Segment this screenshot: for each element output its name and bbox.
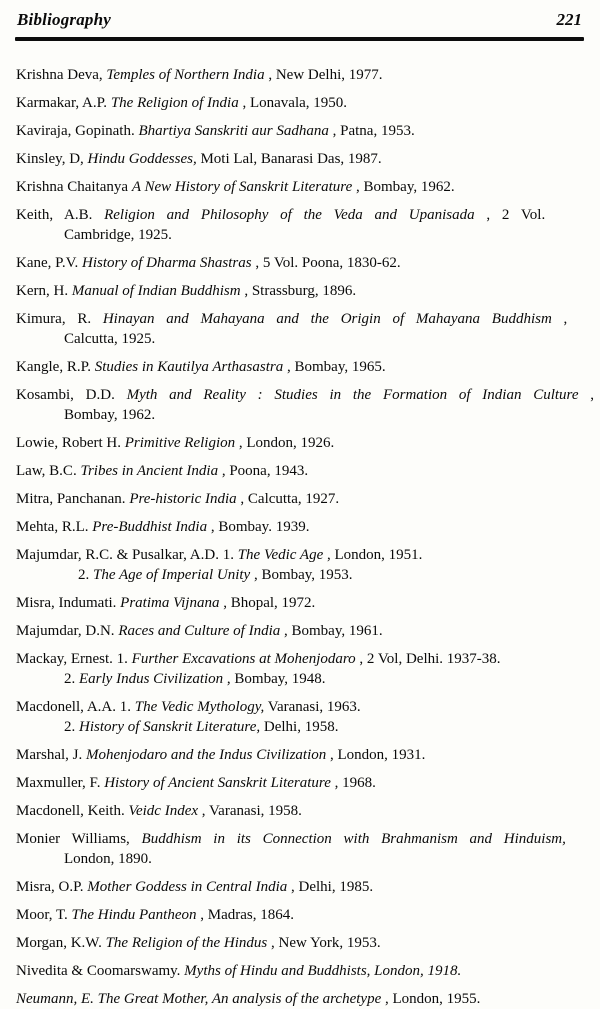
entry-line: Majumdar, D.N. Races and Culture of India , Bombay, 1961. — [16, 623, 383, 639]
entry-line: Karmakar, A.P. The Religion of India , Lonavala, 1950. — [16, 95, 348, 111]
entry-line: Kangle, R.P. Studies in Kautilya Arthasastra , Bombay, 1965. — [16, 359, 386, 375]
page-header — [15, 8, 584, 30]
entry-line: Kern, H. Manual of Indian Buddhism , Strassburg, 1896. — [16, 283, 357, 299]
entry-line: Law, B.C. Tribes in Ancient India , Poona, 1943. — [16, 463, 309, 479]
bibliography-entry — [16, 649, 583, 689]
bibliography-entry — [16, 697, 583, 737]
bibliography-entry — [16, 933, 583, 953]
entry-line: Macdonell, Keith. Veidc Index , Varanasi, 1958. — [16, 803, 302, 819]
page-number: 221 — [556, 10, 582, 29]
bibliography-entry — [16, 745, 583, 765]
bibliography-entry — [16, 517, 583, 537]
bibliography-entry — [16, 989, 583, 1009]
entry-line: Marshal, J. Mohenjodaro and the Indus Civilization , London, 1931. — [16, 747, 426, 763]
entry-line: 2. The Age of Imperial Unity , Bombay, 1953. — [78, 567, 353, 583]
bibliography-entry — [16, 281, 583, 301]
entry-line: Kimura, R. Hinayan and Mahayana and the Origin of Mahayana Buddhism , — [16, 311, 568, 327]
entry-line: Lowie, Robert H. Primitive Religion , London, 1926. — [16, 435, 335, 451]
bibliography-entry — [16, 385, 594, 425]
entry-line: Mackay, Ernest. 1. Further Excavations at Mohenjodaro , 2 Vol, Delhi. 1937-38. — [16, 651, 501, 667]
bibliography-list — [15, 65, 594, 1009]
page-title: Bibliography — [17, 10, 112, 29]
bibliography-entry — [16, 149, 583, 169]
entry-line: Cambridge, 1925. — [64, 227, 172, 243]
entry-line: Keith, A.B. Religion and Philosophy of the Veda and Upanisada , 2 Vol. — [16, 207, 546, 223]
entry-line: London, 1890. — [64, 851, 152, 867]
entry-line: Kaviraja, Gopinath. Bhartiya Sanskriti aur Sadhana , Patna, 1953. — [16, 123, 415, 139]
entry-line: Krishna Chaitanya A New History of Sanskrit Literature , Bombay, 1962. — [16, 179, 455, 195]
entry-line: Macdonell, A.A. 1. The Vedic Mythology, Varanasi, 1963. — [16, 699, 361, 715]
entry-line: Kane, P.V. History of Dharma Shastras , 5 Vol. Poona, 1830-62. — [16, 255, 401, 271]
bibliography-entry — [16, 121, 583, 141]
bibliography-entry — [16, 829, 583, 869]
entry-line: Monier Williams, Buddhism in its Connection with Brahmanism and Hinduism, — [16, 831, 566, 847]
bibliography-entry — [16, 877, 583, 897]
entry-line: 2. History of Sanskrit Literature, Delhi, 1958. — [64, 719, 339, 735]
entry-line: Mitra, Panchanan. Pre-historic India , Calcutta, 1927. — [16, 491, 340, 507]
entry-line: Majumdar, R.C. & Pusalkar, A.D. 1. The Vedic Age , London, 1951. — [16, 547, 423, 563]
bibliography-entry — [16, 801, 583, 821]
entry-line: Kinsley, D, Hindu Goddesses, Moti Lal, Banarasi Das, 1987. — [16, 151, 382, 167]
bibliography-entry — [16, 309, 583, 349]
entry-line: Misra, Indumati. Pratima Vijnana , Bhopal, 1972. — [16, 595, 316, 611]
bibliography-entry — [16, 545, 583, 585]
bibliography-entry — [16, 357, 583, 377]
entry-line: Moor, T. The Hindu Pantheon , Madras, 1864. — [16, 907, 295, 923]
bibliography-entry — [16, 65, 583, 85]
bibliography-entry — [16, 461, 583, 481]
entry-line: Calcutta, 1925. — [64, 331, 156, 347]
bibliography-entry — [16, 433, 583, 453]
bibliography-entry — [16, 593, 583, 613]
entry-line: Morgan, K.W. The Religion of the Hindus , New York, 1953. — [16, 935, 381, 951]
bibliography-entry — [16, 253, 583, 273]
bibliography-entry — [16, 205, 583, 245]
entry-line: Maxmuller, F. History of Ancient Sanskrit Literature , 1968. — [16, 775, 376, 791]
entry-line: Krishna Deva, Temples of Northern India , New Delhi, 1977. — [16, 67, 383, 83]
entry-line: Bombay, 1962. — [64, 407, 156, 423]
bibliography-entry — [16, 93, 583, 113]
bibliography-entry — [16, 177, 583, 197]
entry-line: Mehta, R.L. Pre-Buddhist India , Bombay. 1939. — [16, 519, 310, 535]
entry-line: Misra, O.P. Mother Goddess in Central India , Delhi, 1985. — [16, 879, 374, 895]
bibliography-entry — [16, 621, 583, 641]
entry-line: Kosambi, D.D. Myth and Reality : Studies in the Formation of Indian Culture , — [16, 387, 594, 403]
entry-line: Neumann, E. The Great Mother, An analysis of the archetype , London, 1955. — [16, 991, 481, 1007]
header-rule — [15, 37, 584, 41]
bibliography-entry — [16, 905, 583, 925]
bibliography-entry — [16, 773, 583, 793]
entry-line: 2. Early Indus Civilization , Bombay, 1948. — [64, 671, 326, 687]
entry-line: Nivedita & Coomarswamy. Myths of Hindu and Buddhists, London, 1918. — [16, 963, 462, 979]
bibliography-entry — [16, 961, 583, 981]
bibliography-entry — [16, 489, 583, 509]
